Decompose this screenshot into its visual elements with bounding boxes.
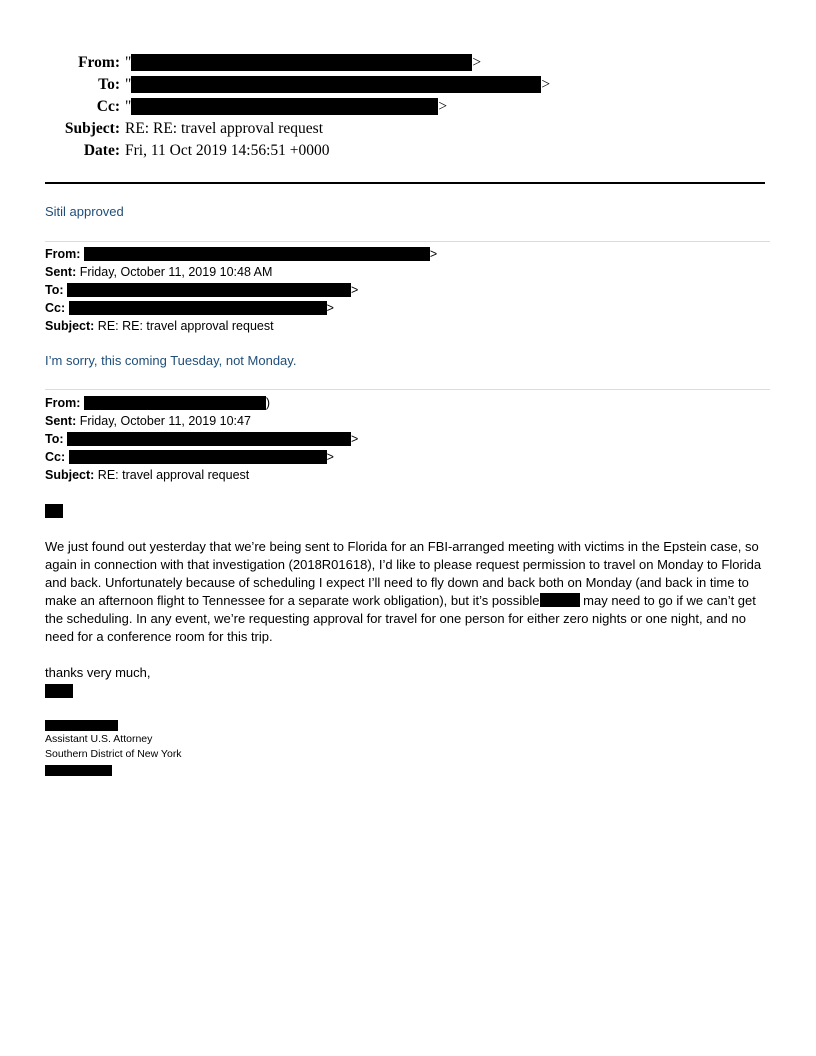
email2-body: I’m sorry, this coming Tuesday, not Monday. bbox=[45, 353, 297, 368]
header-to-quote: " bbox=[125, 76, 132, 93]
redaction-block bbox=[45, 504, 63, 518]
email2-sent-label: Sent: bbox=[45, 265, 77, 279]
email3-to-row bbox=[45, 430, 358, 448]
header-cc-row bbox=[0, 97, 447, 117]
email3-to-label: To: bbox=[45, 432, 64, 446]
header-from-row bbox=[0, 53, 481, 73]
email2-to-close: > bbox=[351, 283, 359, 297]
header-date-row bbox=[0, 141, 330, 161]
email2-cc-row bbox=[45, 299, 334, 317]
email2-cc-close: > bbox=[326, 301, 334, 315]
redaction-block bbox=[84, 396, 266, 410]
header-subject-label: Subject: bbox=[64, 120, 120, 137]
redaction-block bbox=[69, 450, 327, 464]
header-date-label: Date: bbox=[83, 142, 120, 159]
email3-from-row bbox=[45, 394, 270, 412]
email3-from-label: From: bbox=[45, 396, 81, 410]
email3-subject-label: Subject: bbox=[45, 468, 95, 482]
email3-cc-label: Cc: bbox=[45, 450, 66, 464]
email2-from-close: > bbox=[429, 247, 438, 261]
header-cc-quote: " bbox=[125, 98, 132, 115]
email3-cc-row bbox=[45, 448, 334, 466]
email3-body bbox=[45, 538, 773, 646]
redaction-block bbox=[540, 593, 580, 607]
header-to-row bbox=[0, 75, 550, 95]
email2-to-label: To: bbox=[45, 283, 64, 297]
email3-sent-label: Sent: bbox=[45, 414, 77, 428]
redaction-block bbox=[45, 684, 73, 698]
email2-subject-label: Subject: bbox=[45, 319, 95, 333]
header-to-label: To: bbox=[98, 76, 120, 93]
header-cc-close: > bbox=[438, 98, 448, 115]
email3-sent-row bbox=[45, 412, 251, 430]
redaction-block bbox=[67, 432, 351, 446]
redaction-block bbox=[45, 765, 112, 776]
redaction-block bbox=[131, 76, 541, 93]
reply-text: Sitil approved bbox=[45, 204, 124, 219]
header-from-quote: " bbox=[125, 54, 132, 71]
signature-title: Assistant U.S. Attorney bbox=[45, 733, 153, 745]
redaction-block bbox=[131, 54, 472, 71]
email2-from-label: From: bbox=[45, 247, 81, 261]
redaction-block bbox=[45, 720, 118, 731]
email2-from-row bbox=[45, 245, 437, 263]
header-cc-label: Cc: bbox=[96, 98, 120, 115]
email-separator bbox=[45, 241, 770, 242]
redaction-block bbox=[131, 98, 438, 115]
header-from-close: > bbox=[472, 54, 482, 71]
email3-closing: thanks very much, bbox=[45, 665, 151, 680]
email2-sent-row bbox=[45, 263, 272, 281]
header-subject: RE: RE: travel approval request bbox=[125, 120, 323, 137]
signature-office: Southern District of New York bbox=[45, 748, 182, 760]
email3-body-part1: We just found out yesterday that we’re being sent to Florida for an FBI-arranged meeting with victims in the Epstein case, so again in connection with that investigation (2018R01618), I’d like to please request permission to travel on Monday to Florida and back. Unfortunately because of scheduling I expect I’ll need to fly down and back both on Monday (and back in time to make an afternoon flight to Tennessee for a separate work obligation), but it’s possible bbox=[45, 539, 762, 608]
email3-subject: RE: travel approval request bbox=[97, 468, 250, 482]
header-date: Fri, 11 Oct 2019 14:56:51 +0000 bbox=[125, 142, 330, 159]
email3-cc-close: > bbox=[326, 450, 334, 464]
email2-sent: Friday, October 11, 2019 10:48 AM bbox=[79, 265, 273, 279]
email2-to-row bbox=[45, 281, 358, 299]
email2-subject: RE: RE: travel approval request bbox=[97, 319, 274, 333]
header-to-close: > bbox=[541, 76, 551, 93]
redaction-block bbox=[69, 301, 327, 315]
email2-cc-label: Cc: bbox=[45, 301, 66, 315]
email-separator bbox=[45, 389, 770, 390]
header-subject-row bbox=[0, 119, 323, 139]
header-from-label: From: bbox=[78, 54, 120, 71]
email3-sent: Friday, October 11, 2019 10:47 bbox=[79, 414, 251, 428]
email3-body-part2: may need to go if we can’t get the scheduling. In any event, we’re requesting approval for travel for one person for either zero nights or one night, and no need for a conference room for this trip. bbox=[45, 593, 756, 644]
email2-subject-row bbox=[45, 317, 274, 335]
email3-subject-row bbox=[45, 466, 249, 484]
redaction-block bbox=[67, 283, 351, 297]
header-divider bbox=[45, 182, 765, 184]
email3-to-close: > bbox=[351, 432, 359, 446]
redaction-block bbox=[84, 247, 430, 261]
email3-from-close: ) bbox=[265, 396, 271, 410]
